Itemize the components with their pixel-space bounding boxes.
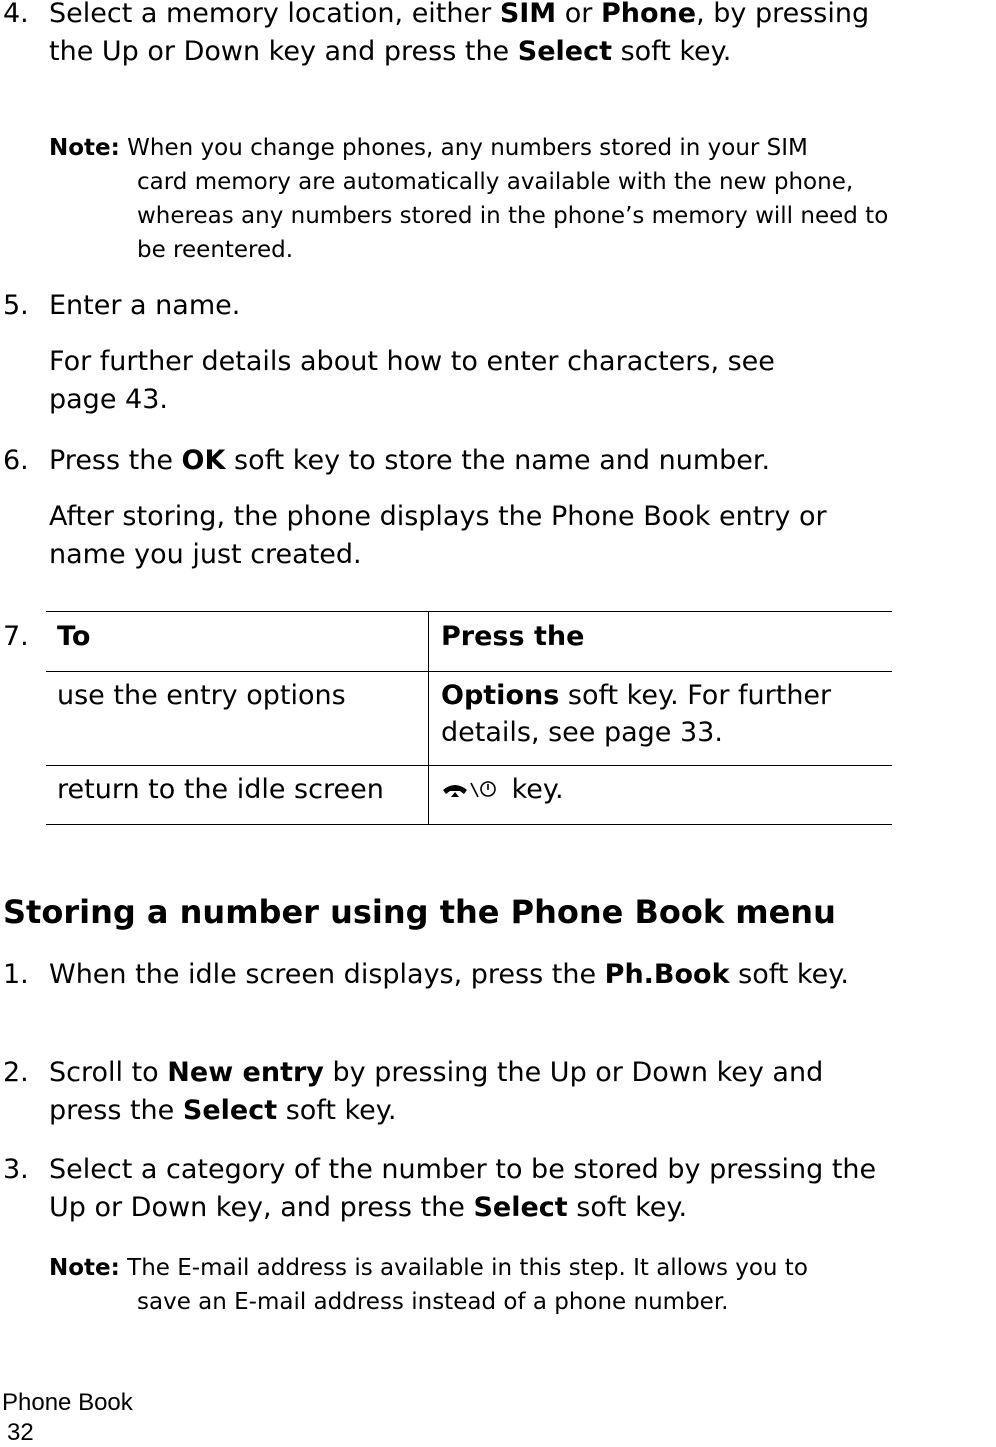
footer-page-number: 32 [7, 1419, 34, 1446]
note-memory [49, 131, 899, 267]
bold-term-ok: OK [181, 445, 226, 476]
table-cell-text: soft key. For further details, see page 33. [441, 680, 832, 748]
step-number: 4. [3, 0, 29, 29]
step-number: 7. [3, 621, 29, 652]
footer-section-name: Phone Book [2, 1389, 133, 1416]
table-cell-press [441, 677, 881, 751]
bold-term-new-entry: New entry [167, 1057, 324, 1088]
step-text-segment: soft key. [612, 36, 732, 67]
section-heading: Storing a number using the Phone Book menu [3, 893, 836, 931]
step-text-segment: Select a memory location, either [49, 0, 500, 29]
bold-term-phone: Phone [600, 0, 697, 29]
table-rule [46, 824, 892, 825]
step-text-segment: or [556, 0, 601, 29]
step-6-text [49, 442, 899, 480]
step-number: 6. [3, 445, 29, 476]
step-number: 3. [3, 1154, 29, 1185]
step-number: 2. [3, 1057, 29, 1088]
step-1-text [49, 956, 849, 994]
note-continuation: card memory are automatically available with the new phone, whereas any numbers stored in the phone’s memory will need to be reentered. [137, 169, 889, 263]
table-rule [46, 765, 892, 766]
table-header-press: Press the [441, 621, 585, 652]
step-text-segment: soft key to store the name and number. [225, 445, 771, 476]
key-table [46, 611, 892, 825]
step-text-segment: soft key. [729, 959, 849, 990]
bold-term-select: Select [517, 36, 613, 67]
step-number: 1. [3, 959, 29, 990]
note-text: When you change phones, any numbers stored in your SIM [119, 135, 808, 161]
table-rule [46, 611, 892, 612]
table-header-to: To [57, 621, 91, 652]
step-text-segment: Press the [49, 445, 182, 476]
note-first-line [49, 1251, 899, 1285]
paragraph-enter-characters: For further details about how to enter characters, see page 43. [49, 346, 775, 415]
table-cell-press [441, 771, 881, 808]
note-text: The E-mail address is available in this step. It allows you to [119, 1255, 808, 1281]
table-cell-text: key. [503, 774, 564, 805]
paragraph-after-storing: After storing, the phone displays the Phone Book entry or name you just created. [49, 501, 827, 570]
bold-term-select: Select [182, 1095, 278, 1126]
icon-backslash [471, 783, 478, 797]
end-call-power-icon [441, 778, 503, 800]
step-5-text: Enter a name. [49, 290, 241, 321]
step-text-segment: by pressing the Up or Down key and press the [49, 1057, 824, 1126]
step-number: 5. [3, 290, 29, 321]
bold-term-select: Select [473, 1192, 568, 1223]
step-text-segment: soft key. [567, 1192, 688, 1223]
step-text-segment: Scroll to [49, 1057, 168, 1088]
step-3-text [49, 1151, 899, 1227]
note-label: Note: [49, 135, 120, 161]
step-text-segment: soft key. [277, 1095, 397, 1126]
table-cell-to: use the entry options [57, 680, 346, 711]
table-rule [46, 671, 892, 672]
note-first-line [49, 131, 899, 165]
bold-term-options: Options [441, 680, 560, 711]
bold-term-phbook: Ph.Book [604, 959, 730, 990]
step-text-segment: , by pressing the Up or Down key and press the [49, 0, 870, 67]
step-4-text [49, 0, 899, 71]
table-cell-to: return to the idle screen [57, 774, 384, 805]
note-email [49, 1251, 899, 1319]
note-continuation: save an E-mail address instead of a phone number. [137, 1289, 729, 1315]
table-column-divider [428, 611, 429, 825]
step-text-segment: When the idle screen displays, press the [49, 959, 605, 990]
bold-term-sim: SIM [499, 0, 557, 29]
step-text-segment: Select a category of the number to be stored by pressing the Up or Down key, and press the [49, 1154, 877, 1223]
note-label: Note: [49, 1255, 120, 1281]
step-2-text [49, 1054, 899, 1130]
handset-arrow [451, 792, 459, 797]
